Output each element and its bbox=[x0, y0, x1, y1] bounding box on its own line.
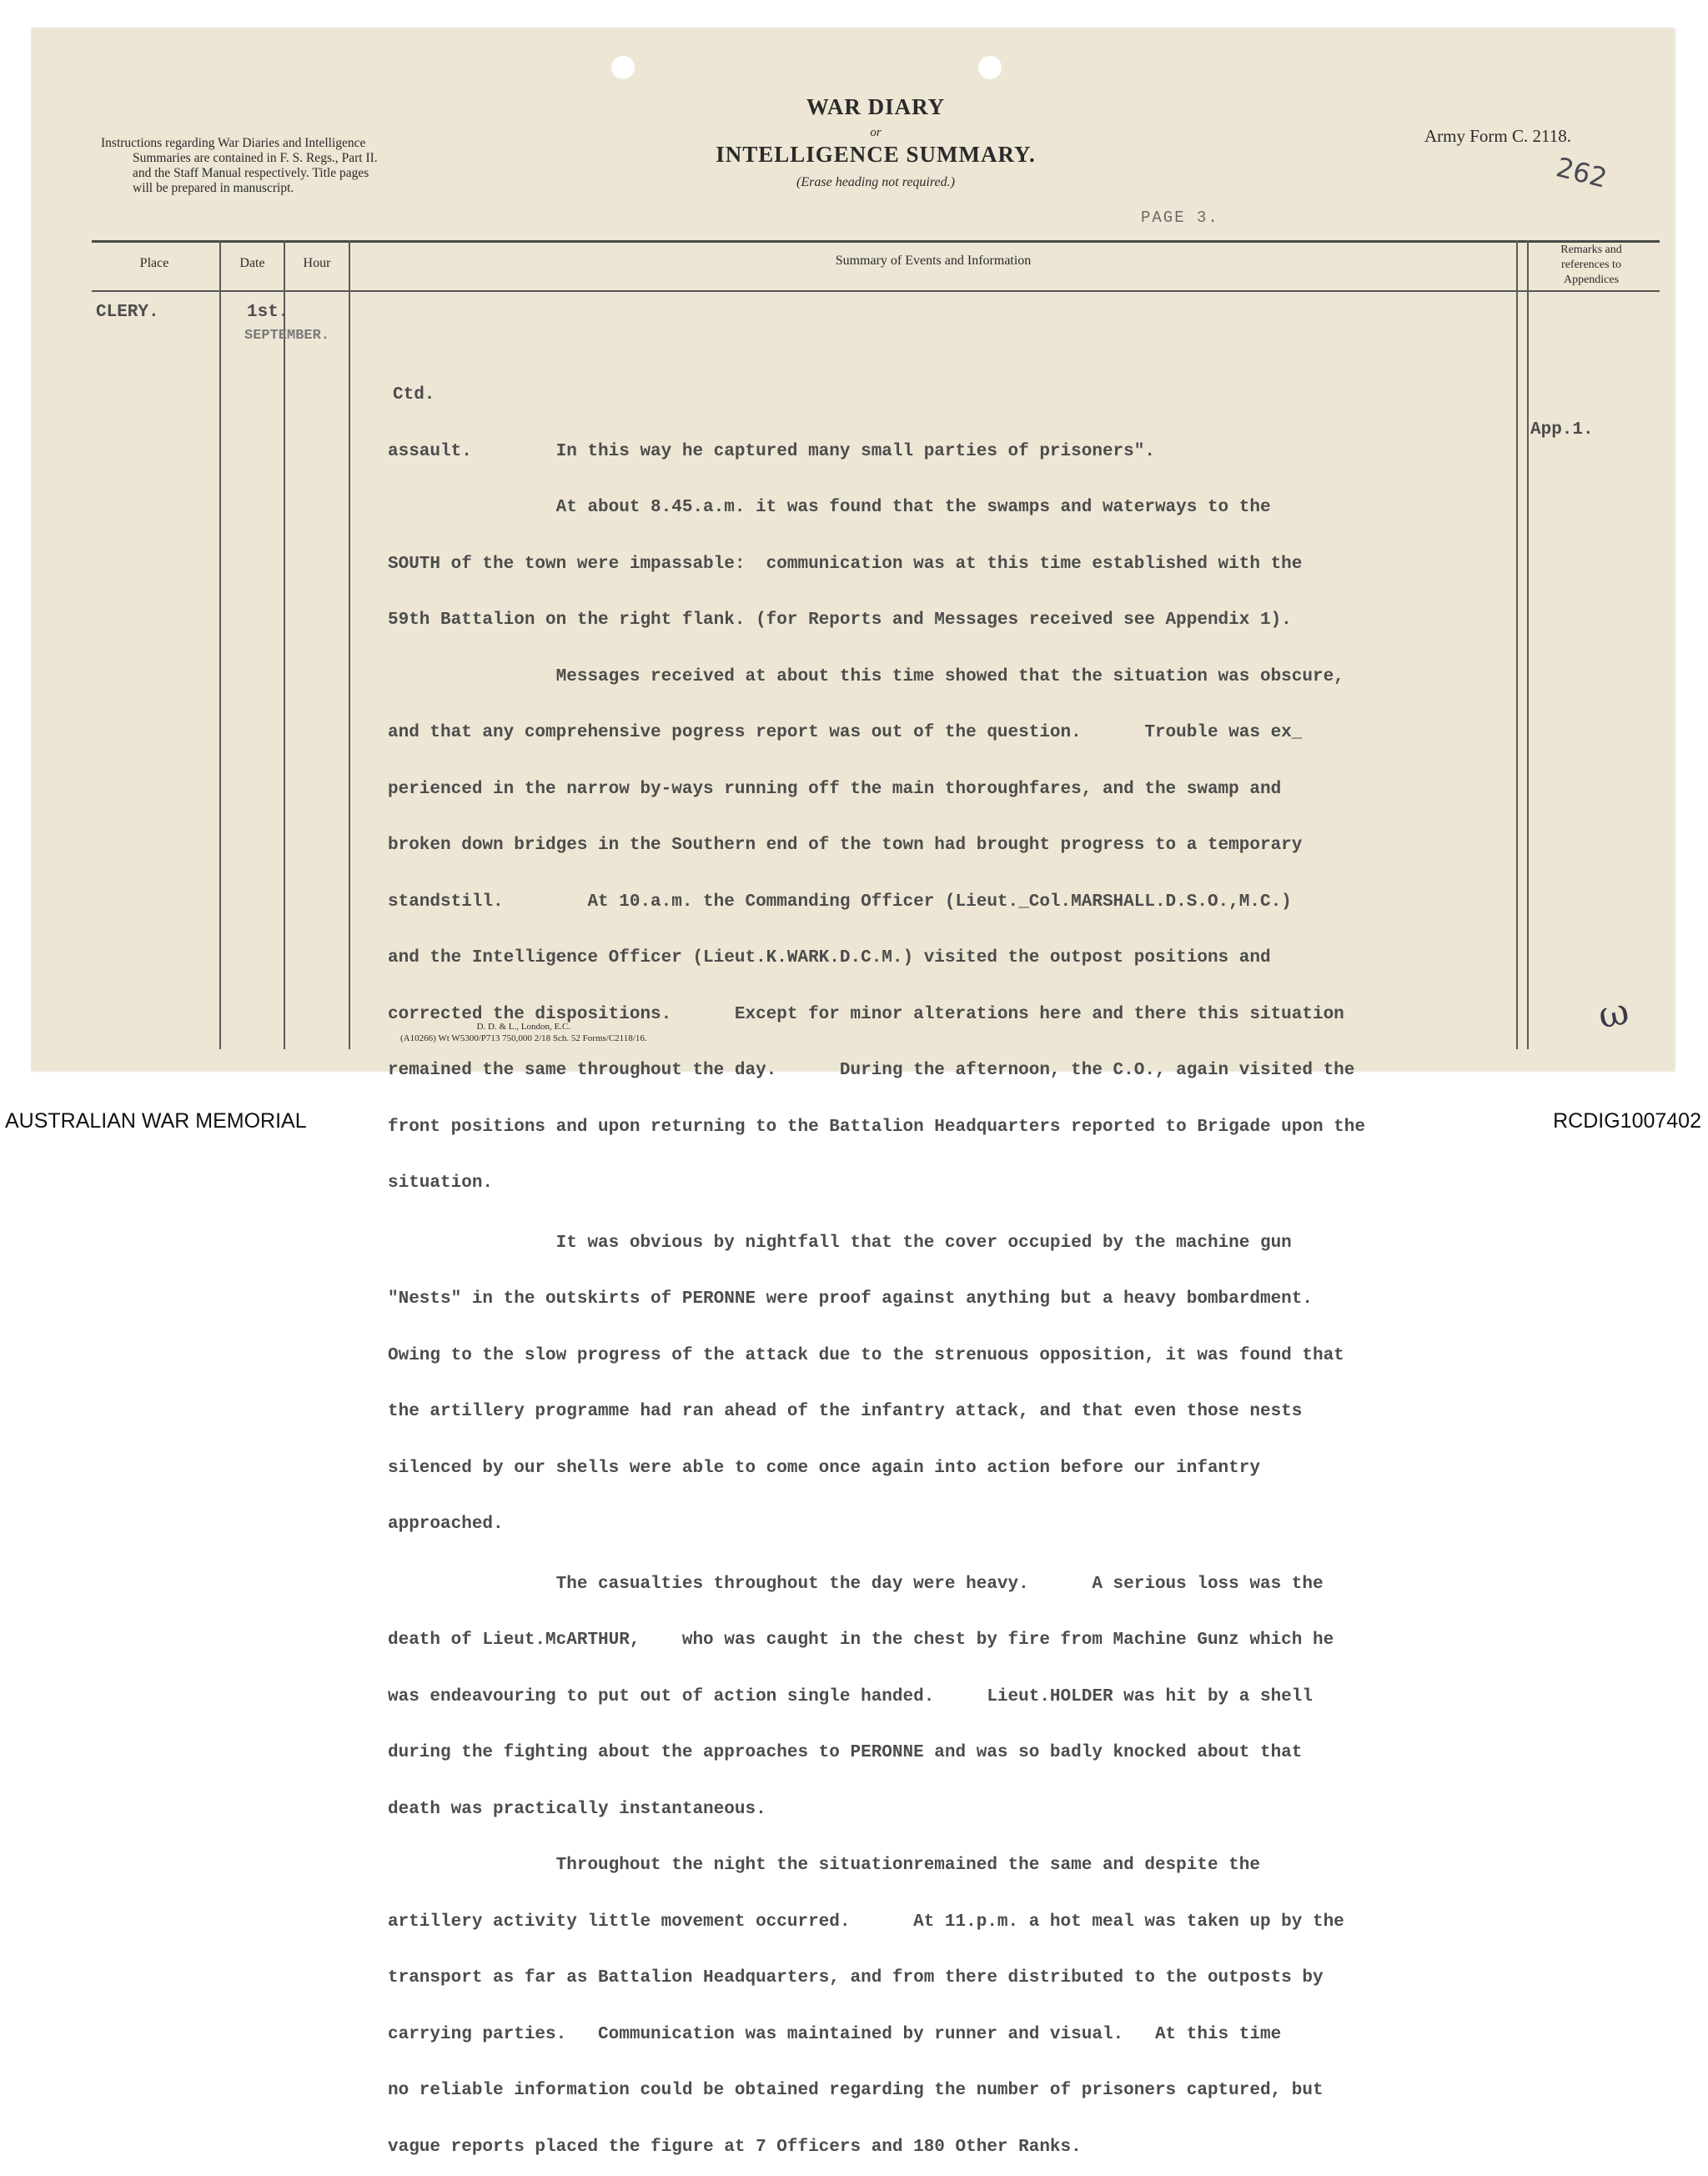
summary-line: standstill. At 10.a.m. the Commanding Officer (Lieut._Col.MARSHALL.D.S.O.,M.C.) bbox=[388, 892, 1292, 912]
printer-line: (A10266) Wt W5300/P713 750,000 2/18 Sch. 52 Forms/C2118/16. bbox=[400, 1033, 647, 1043]
summary-line: and the Intelligence Officer (Lieut.K.WARK.D.C.M.) visited the outpost positions and bbox=[388, 948, 1271, 967]
title-intelligence-summary: INTELLIGENCE SUMMARY. bbox=[716, 142, 1036, 167]
entry-place: CLERY. bbox=[96, 303, 159, 322]
entry-date-month: SEPTEMBER. bbox=[244, 328, 330, 344]
summary-line: death was practically instantaneous. bbox=[388, 1799, 766, 1819]
column-divider bbox=[349, 240, 350, 1049]
erase-note: (Erase heading not required.) bbox=[796, 175, 955, 189]
summary-line: no reliable information could be obtained regarding the number of prisoners captured, but bbox=[388, 2081, 1324, 2100]
table-top-rule bbox=[92, 240, 1660, 243]
instructions-line: and the Staff Manual respectively. Title pages bbox=[133, 166, 369, 180]
remarks-header-line: Remarks and bbox=[1560, 244, 1622, 256]
table-header-rule bbox=[92, 290, 1660, 292]
summary-line: At about 8.45.a.m. it was found that the swamps and waterways to the bbox=[388, 498, 1271, 517]
remarks-header-line: references to bbox=[1561, 259, 1621, 271]
summary-line: corrected the dispositions. Except for minor alterations here and there this situation bbox=[388, 1004, 1344, 1024]
summary-line: death of Lieut.McARTHUR, who was caught in the chest by fire from Machine Gunz which he bbox=[388, 1631, 1334, 1650]
summary-line: Messages received at about this time showed that the situation was obscure, bbox=[388, 666, 1344, 686]
page-label: PAGE 3. bbox=[1141, 209, 1219, 227]
summary-line: remained the same throughout the day. During the afternoon, the C.O., again visited the bbox=[388, 1061, 1355, 1080]
summary-line: It was obvious by nightfall that the cover occupied by the machine gun bbox=[388, 1233, 1292, 1253]
summary-line: during the fighting about the approaches to PERONNE and was so badly knocked about that bbox=[388, 1743, 1303, 1762]
col-header-date: Date bbox=[239, 256, 265, 270]
entry-date-day: 1st. bbox=[247, 303, 289, 322]
printer-imprint bbox=[400, 1021, 647, 1044]
column-divider bbox=[1516, 240, 1518, 1049]
summary-line: "Nests" in the outskirts of PERONNE were proof against anything but a heavy bombardment. bbox=[388, 1289, 1313, 1309]
column-divider bbox=[1527, 240, 1529, 1049]
col-header-remarks bbox=[1529, 243, 1654, 288]
col-header-place: Place bbox=[139, 256, 169, 270]
army-form-label: Army Form C. 2118. bbox=[1424, 126, 1571, 146]
remarks-header-line: Appendices bbox=[1563, 274, 1620, 286]
instructions-line: will be prepared in manuscript. bbox=[133, 181, 294, 195]
instructions-line: Summaries are contained in F. S. Regs., Part II. bbox=[133, 151, 378, 165]
summary-line: and that any comprehensive pogress report was out of the question. Trouble was ex_ bbox=[388, 723, 1303, 742]
handwritten-page-number: 262 bbox=[1553, 151, 1610, 194]
summary-line: front positions and upon returning to the Battalion Headquarters reported to Brigade upon the bbox=[388, 1117, 1365, 1137]
summary-line: the artillery programme had ran ahead of the infantry attack, and that even those nests bbox=[388, 1402, 1303, 1421]
handwritten-mark: ω bbox=[1595, 990, 1633, 1038]
summary-line: Throughout the night the situationremained the same and despite the bbox=[388, 1856, 1260, 1875]
instructions-line: Instructions regarding War Diaries and Intelligence bbox=[101, 136, 366, 150]
summary-line: Ctd. bbox=[393, 385, 435, 405]
summary-line: approached. bbox=[388, 1515, 504, 1534]
summary-line: situation. bbox=[388, 1173, 494, 1193]
archive-caption: AUSTRALIAN WAR MEMORIAL bbox=[5, 1109, 307, 1133]
column-divider bbox=[219, 240, 221, 1049]
summary-line: vague reports placed the figure at 7 Officers and 180 Other Ranks. bbox=[388, 2137, 1082, 2157]
punch-hole bbox=[611, 56, 635, 79]
punch-hole bbox=[978, 56, 1002, 79]
col-header-hour: Hour bbox=[303, 256, 331, 270]
summary-line: 59th Battalion on the right flank. (for Reports and Messages received see Appendix 1). bbox=[388, 611, 1292, 630]
summary-line: Owing to the slow progress of the attack due to the strenuous opposition, it was found that bbox=[388, 1345, 1344, 1365]
column-divider bbox=[284, 240, 285, 1049]
summary-line: perienced in the narrow by-ways running off the main thoroughfares, and the swamp and bbox=[388, 779, 1282, 799]
printer-line: D. D. & L., London, E.C. bbox=[476, 1022, 571, 1032]
instructions-block bbox=[101, 136, 501, 196]
summary-line: SOUTH of the town were impassable: communication was at this time established with the bbox=[388, 554, 1303, 574]
summary-line: was endeavouring to put out of action single handed. Lieut.HOLDER was hit by a shell bbox=[388, 1686, 1313, 1706]
summary-line: transport as far as Battalion Headquarters, and from there distributed to the outposts by bbox=[388, 1968, 1324, 1988]
summary-text bbox=[388, 349, 1365, 2176]
entry-appendix-ref: App.1. bbox=[1530, 420, 1594, 440]
summary-line: The casualties throughout the day were heavy. A serious loss was the bbox=[388, 1574, 1324, 1594]
summary-line: assault. In this way he captured many small parties of prisoners". bbox=[388, 441, 1155, 461]
summary-line: artillery activity little movement occurred. At 11.p.m. a hot meal was taken up by the bbox=[388, 1912, 1344, 1932]
col-header-summary: Summary of Events and Information bbox=[835, 254, 1032, 268]
summary-line: silenced by our shells were able to come once again into action before our infantry bbox=[388, 1458, 1260, 1478]
title-or: or bbox=[870, 126, 882, 139]
record-id: RCDIG1007402 bbox=[1553, 1109, 1701, 1133]
summary-line: carrying parties. Communication was maintained by runner and visual. At this time bbox=[388, 2024, 1282, 2044]
summary-line: broken down bridges in the Southern end of the town had brought progress to a temporary bbox=[388, 836, 1303, 855]
title-war-diary: WAR DIARY bbox=[806, 94, 946, 119]
